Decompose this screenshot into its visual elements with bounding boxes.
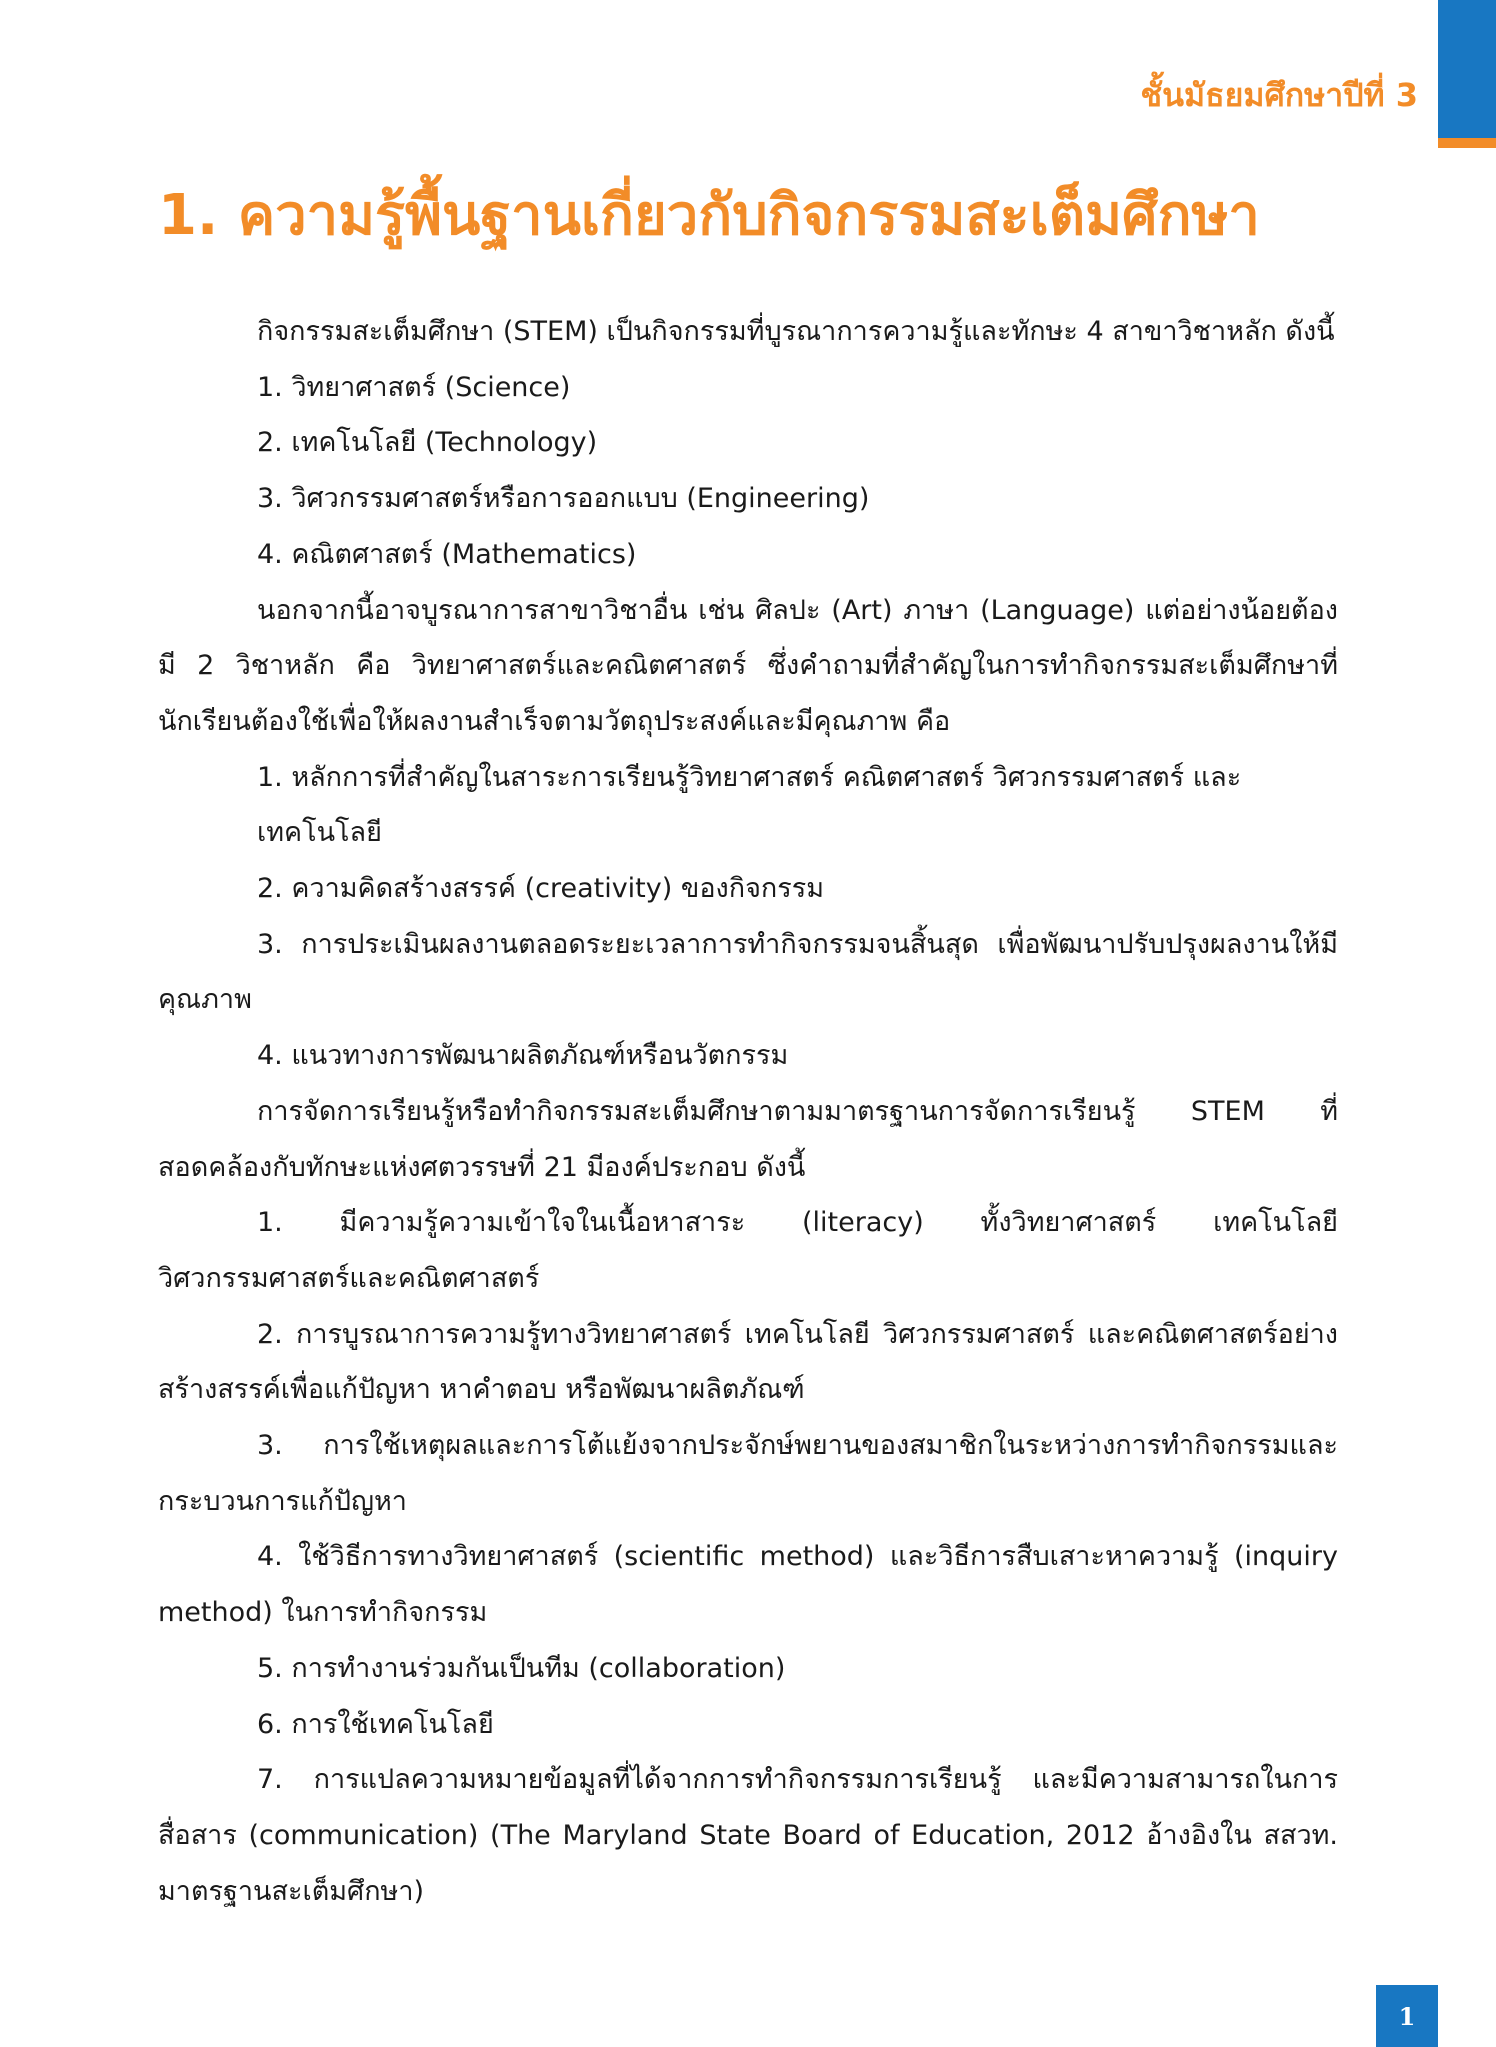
list-item-innovation: 4. แนวทางการพัฒนาผลิตภัณฑ์หรือนวัตกรรม — [257, 1040, 789, 1072]
list-item-mathematics: 4. คณิตศาสตร์ (Mathematics) — [257, 538, 637, 570]
paragraph-other-subjects: นอกจากนี้อาจบูรณาการสาขาวิชาอื่น เช่น ศิลปะ (Art) ภาษา (Language) แต่อย่างน้อยต้องมี 2 วิชาหลัก คือ วิทยาศาสตร์และคณิตศาสตร์ ซึ่งคำถามที่สำคัญในการทำกิจกรรมสะเต็มศึกษาที่นักเรียนต้องใช้เพื่อให้ผลงานสำเร็จตามวัตถุประสงค์และมีคุณภาพ คือ — [158, 594, 1338, 737]
list-item-technology-use: 6. การใช้เทคโนโลยี — [257, 1708, 494, 1740]
paragraph-standards: การจัดการเรียนรู้หรือทำกิจกรรมสะเต็มศึกษาตามมาตรฐานการจัดการเรียนรู้ STEM ที่สอดคล้องกับทักษะแห่งศตวรรษที่ 21 มีองค์ประกอบ ดังนี้ — [158, 1095, 1338, 1183]
list-item-integration: 2. การบูรณาการความรู้ทางวิทยาศาสตร์ เทคโนโลยี วิศวกรรมศาสตร์ และคณิตศาสตร์อย่างสร้างสรรค์เพื่อแก้ปัญหา หาคำตอบ หรือพัฒนาผลิตภัณฑ์ — [158, 1318, 1338, 1406]
page-number: 1 — [1376, 1985, 1438, 2047]
list-item-engineering: 3. วิศวกรรมศาสตร์หรือการออกแบบ (Engineering) — [257, 483, 870, 515]
list-item-evaluation: 3. การประเมินผลงานตลอดระยะเวลาการทำกิจกรรมจนสิ้นสุด เพื่อพัฒนาปรับปรุงผลงานให้มีคุณภาพ — [158, 928, 1338, 1016]
list-item-technology: 2. เทคโนโลยี (Technology) — [257, 427, 598, 459]
list-item-reasoning: 3. การใช้เหตุผลและการโต้แย้งจากประจักษ์พยานของสมาชิกในระหว่างการทำกิจกรรมและกระบวนการแก้ปัญหา — [158, 1430, 1338, 1517]
list-item-creativity: 2. ความคิดสร้างสรรค์ (creativity) ของกิจกรรม — [257, 873, 825, 905]
running-header: ชั้นมัธยมศึกษาปีที่ 3 — [1140, 76, 1418, 114]
corner-tab — [1438, 0, 1496, 148]
body-text — [158, 304, 1338, 1919]
list-item-literacy: 1. มีความรู้ความเข้าใจในเนื้อหาสาระ (literacy) ทั้งวิทยาศาสตร์ เทคโนโลยี วิศวกรรมศาสตร์และคณิตศาสตร์ — [158, 1207, 1338, 1294]
list-item-science: 1. วิทยาศาสตร์ (Science) — [257, 371, 571, 403]
page-title: 1. ความรู้พื้นฐานเกี่ยวกับกิจกรรมสะเต็มศึกษา — [158, 183, 1260, 248]
list-item-collaboration: 5. การทำงานร่วมกันเป็นทีม (collaboration) — [257, 1652, 786, 1684]
list-item-communication: 7. การแปลความหมายข้อมูลที่ได้จากการทำกิจกรรมการเรียนรู้ และมีความสามารถในการสื่อสาร (communication) (The Maryland State Board of Education, 2012 อ้างอิงใน สสวท. มาตรฐานสะเต็มศึกษา) — [158, 1764, 1338, 1907]
list-item-methods: 4. ใช้วิธีการทางวิทยาศาสตร์ (scientific method) และวิธีการสืบเสาะหาความรู้ (inquiry method) ในการทำกิจกรรม — [158, 1541, 1338, 1629]
paragraph-intro: กิจกรรมสะเต็มศึกษา (STEM) เป็นกิจกรรมที่บูรณาการความรู้และทักษะ 4 สาขาวิชาหลัก ดังนี้ — [257, 316, 1335, 347]
corner-tab-strip — [1438, 138, 1496, 148]
list-item-principles: 1. หลักการที่สำคัญในสาระการเรียนรู้วิทยาศาสตร์ คณิตศาสตร์ วิศวกรรมศาสตร์ และเทคโนโลยี — [257, 761, 1242, 849]
